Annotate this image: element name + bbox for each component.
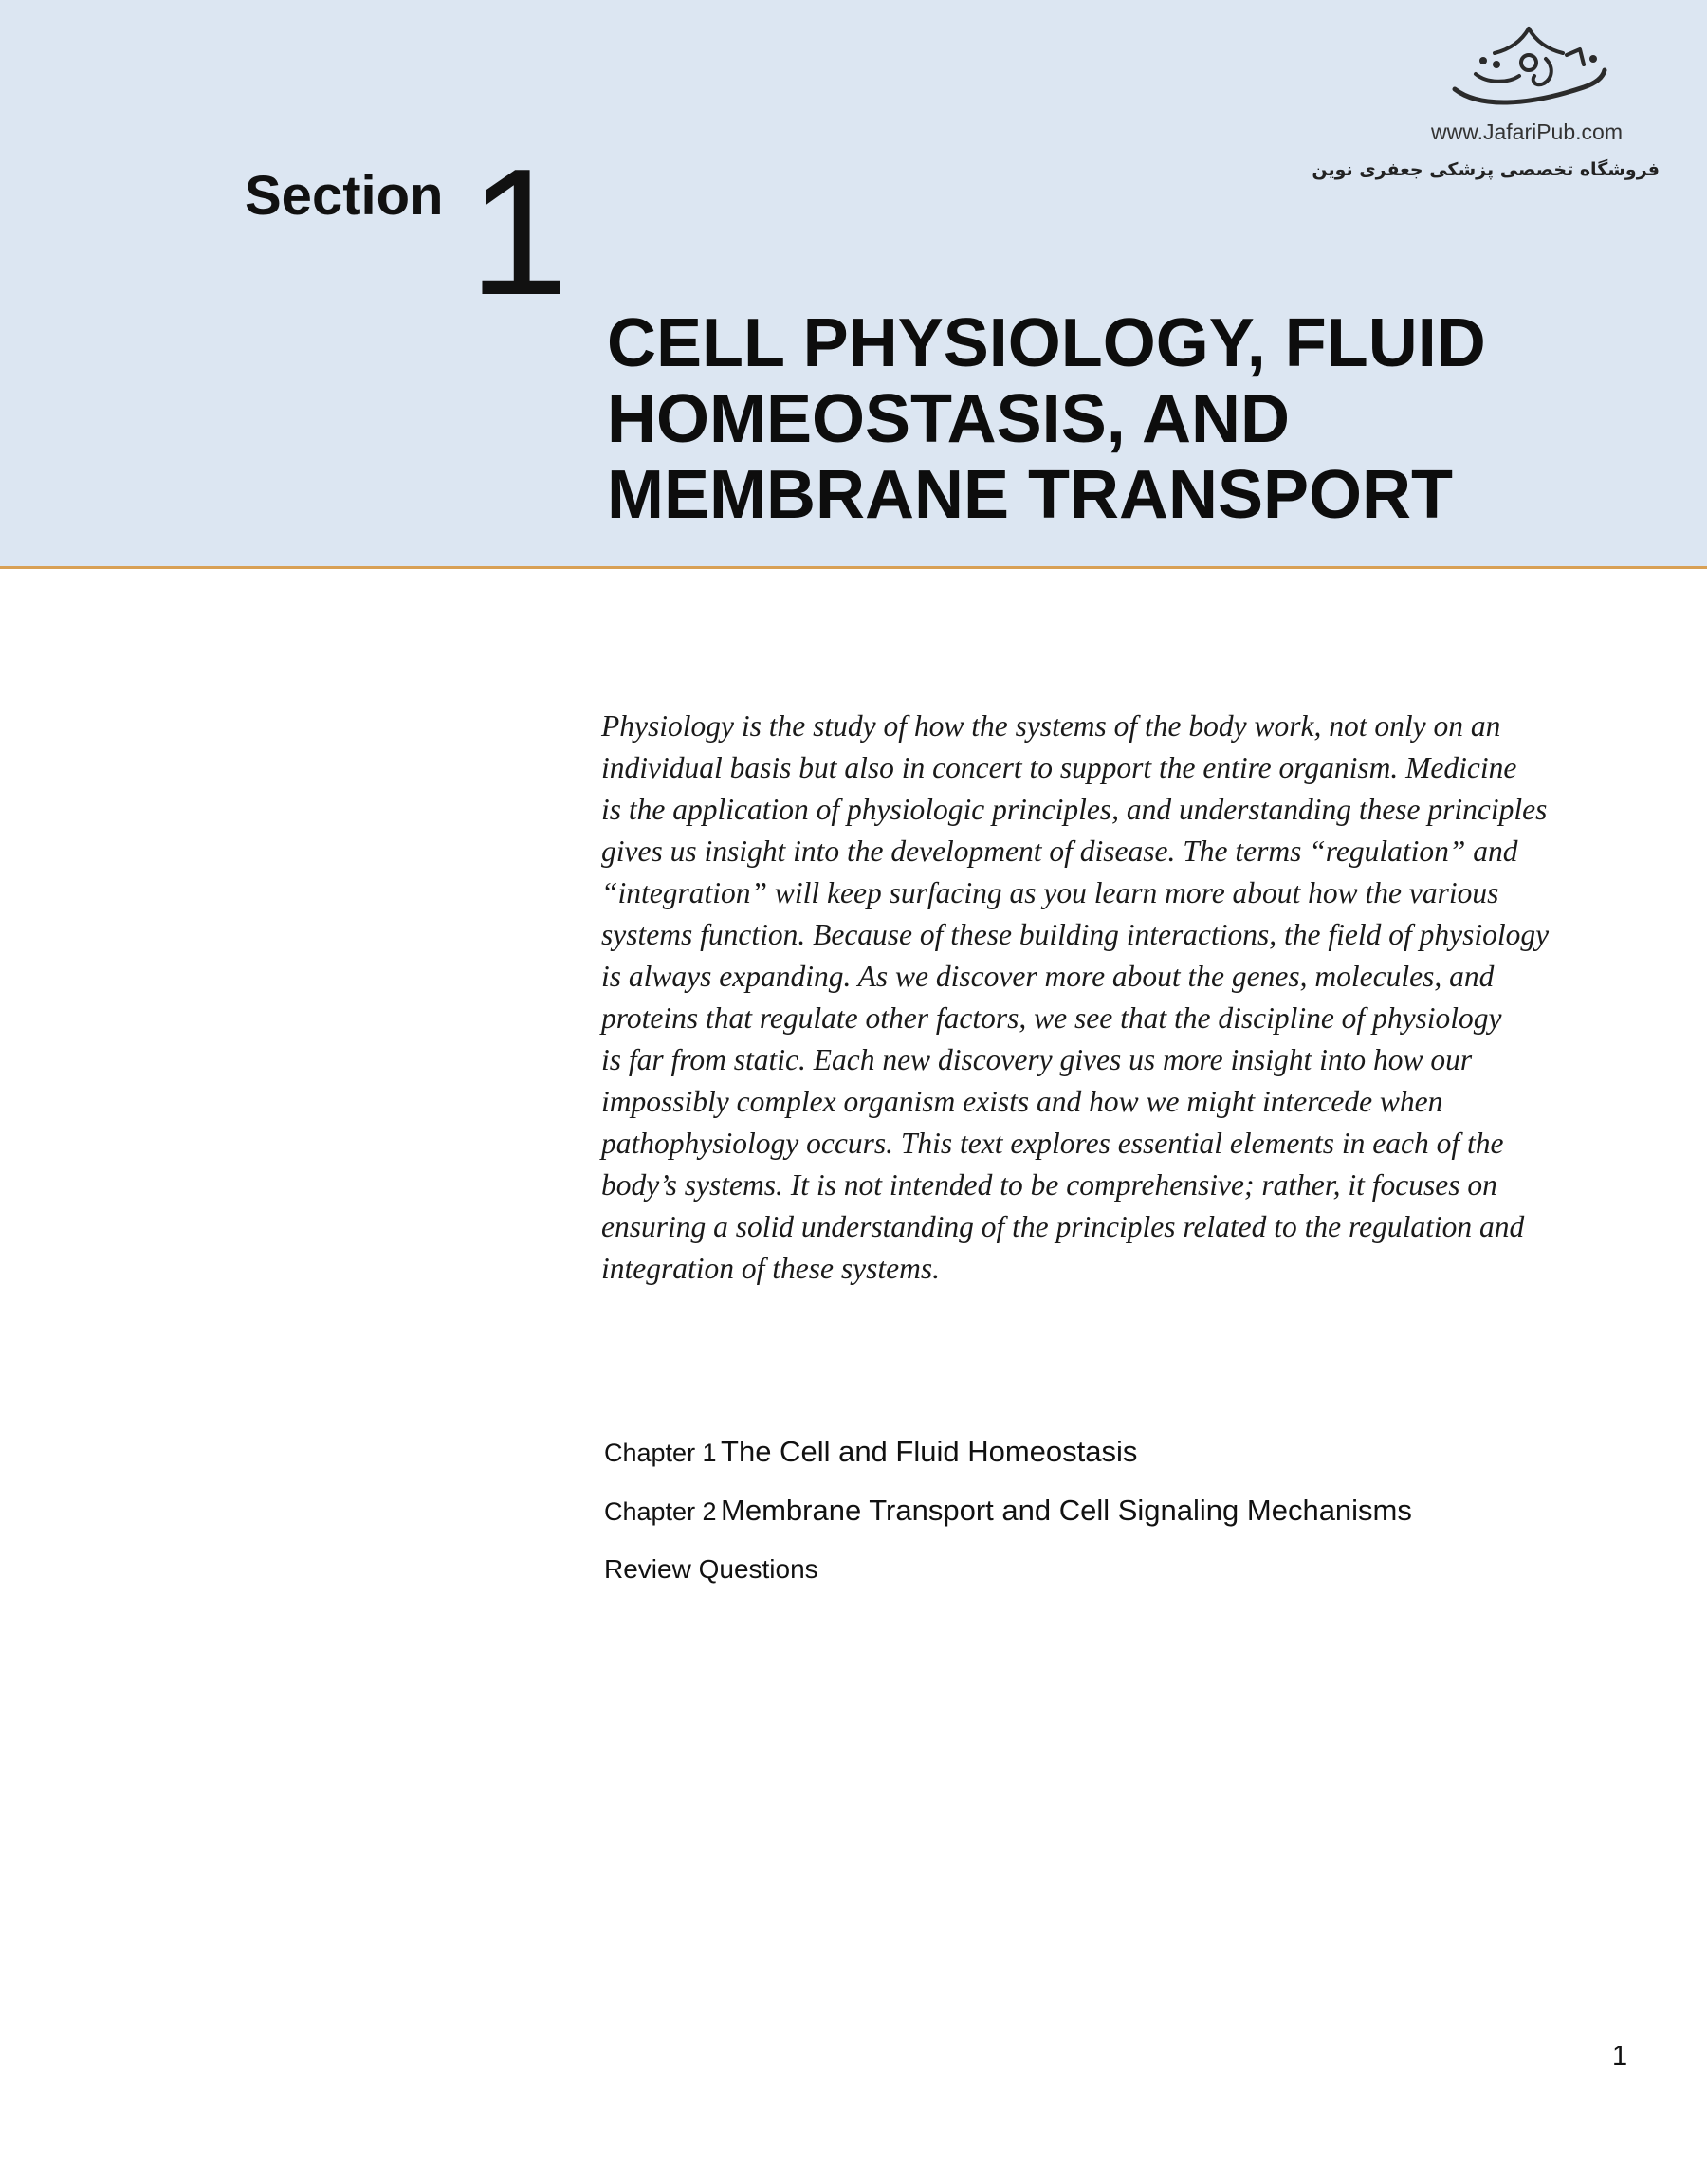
section-label: Section [245,165,444,227]
section-title [607,305,1574,533]
intro-line: “integration” will keep surfacing as you learn more about how the various [601,876,1499,909]
toc-entry-chapter-2[interactable] [604,1481,1647,1540]
intro-line: body’s systems. It is not intended to be comprehensive; rather, it focuses on [601,1168,1497,1202]
jafari-calligraphy-logo-icon [1441,21,1612,116]
intro-line: proteins that regulate other factors, we see that the discipline of physiology [601,1001,1502,1035]
intro-line: integration of these systems. [601,1252,940,1285]
toc-entry-chapter-1[interactable] [604,1422,1647,1481]
intro-line: is the application of physiologic principles, and understanding these principles [601,793,1548,826]
intro-line: is always expanding. As we discover more about the genes, molecules, and [601,960,1495,993]
toc-entry-review-questions[interactable] [604,1540,1647,1599]
toc-review-title: Review Questions [604,1554,818,1584]
toc-chapter-title: The Cell and Fluid Homeostasis [721,1435,1138,1468]
section-contents [604,1422,1647,1599]
intro-line: systems function. Because of these building interactions, the field of physiology [601,918,1550,951]
section-introduction [601,706,1588,1290]
section-title-line: MEMBRANE TRANSPORT [607,457,1453,533]
intro-line: Physiology is the study of how the systems of the body work, not only on an [601,709,1501,743]
toc-chapter-number: Chapter 1 [604,1439,717,1467]
intro-line: is far from static. Each new discovery gives us more insight into how our [601,1043,1473,1076]
toc-chapter-title: Membrane Transport and Cell Signaling Mechanisms [721,1494,1412,1527]
publisher-tagline: فروشگاه تخصصی پزشکی جعفری نوین [1312,159,1660,180]
section-header-band [0,0,1707,569]
section-title-line: HOMEOSTASIS, AND [607,381,1291,457]
section-title-line: CELL PHYSIOLOGY, FLUID [607,305,1486,381]
intro-line: impossibly complex organism exists and how we might intercede when [601,1085,1443,1118]
section-number: 1 [468,132,569,333]
page-number: 1 [1612,2041,1628,2071]
intro-line: individual basis but also in concert to support the entire organism. Medicine [601,751,1517,784]
publisher-logo [1312,21,1669,192]
intro-line: gives us insight into the development of disease. The terms “regulation” and [601,835,1518,868]
intro-line: ensuring a solid understanding of the principles related to the regulation and [601,1210,1525,1243]
intro-line: pathophysiology occurs. This text explores essential elements in each of the [601,1127,1504,1160]
publisher-url: www.JafariPub.com [1431,119,1623,144]
toc-chapter-number: Chapter 2 [604,1497,717,1526]
